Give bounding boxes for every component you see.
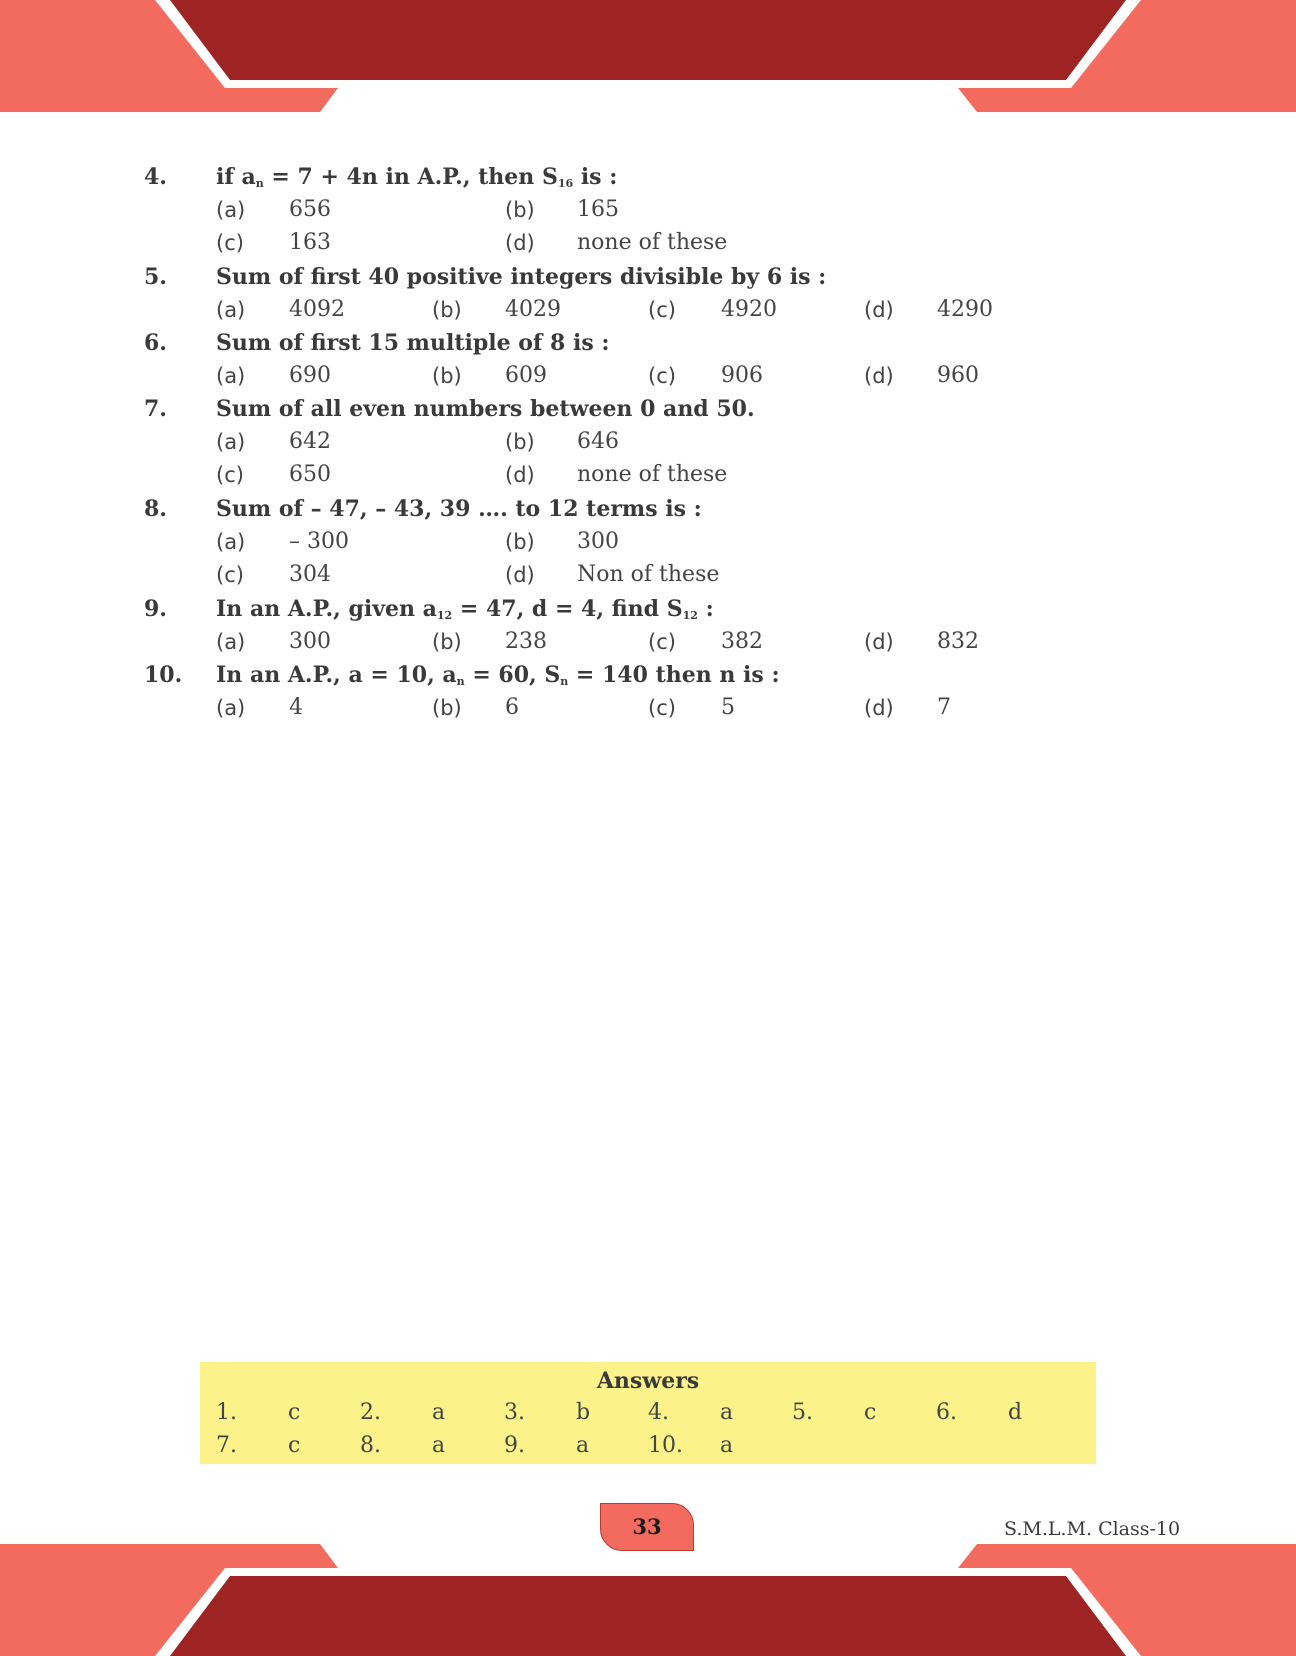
option-label: (d) [505, 231, 535, 255]
question-text [216, 660, 780, 697]
option-value: 960 [937, 363, 979, 388]
option-value: 650 [289, 462, 331, 487]
option-label: (c) [216, 563, 244, 587]
option-label: (b) [505, 430, 535, 454]
answer-choice: b [576, 1400, 591, 1425]
option-label: (c) [648, 298, 676, 322]
answer-choice: c [288, 1400, 301, 1425]
question-text-part: is : [573, 164, 618, 190]
page-number: 33 [600, 1503, 694, 1551]
question-text-part: : [697, 596, 714, 622]
answer-question-number: 4. [648, 1400, 669, 1425]
option-label: (c) [648, 696, 676, 720]
question-number: 9. [144, 596, 167, 622]
question-text-part: In an A.P., given a [216, 596, 437, 622]
option-label: (c) [216, 463, 244, 487]
subscript: n [560, 675, 569, 688]
option-label: (b) [432, 298, 462, 322]
option-label: (c) [648, 630, 676, 654]
option-value: 4092 [289, 297, 345, 322]
question-number: 10. [144, 662, 183, 688]
option-label: (a) [216, 530, 246, 554]
option-label: (d) [864, 696, 894, 720]
answer-question-number: 7. [216, 1433, 237, 1458]
option-value: 690 [289, 363, 331, 388]
option-value: 656 [289, 197, 331, 222]
option-value: 646 [577, 429, 619, 454]
answer-question-number: 1. [216, 1400, 237, 1425]
option-label: (b) [505, 198, 535, 222]
question-text [216, 594, 714, 631]
question-number: 8. [144, 496, 167, 522]
option-label: (a) [216, 198, 246, 222]
option-label: (a) [216, 430, 246, 454]
subscript: n [456, 675, 465, 688]
question-text: Sum of – 47, – 43, 39 …. to 12 terms is : [216, 496, 702, 522]
option-value: 642 [289, 429, 331, 454]
answer-choice: c [864, 1400, 877, 1425]
answer-question-number: 6. [936, 1400, 957, 1425]
question-text: Sum of first 15 multiple of 8 is : [216, 330, 610, 356]
option-value: 304 [289, 562, 331, 587]
option-label: (c) [648, 364, 676, 388]
option-value: 4920 [721, 297, 777, 322]
question-number: 5. [144, 264, 167, 290]
option-value: 4029 [505, 297, 561, 322]
option-value: none of these [577, 462, 728, 487]
footer-decoration [0, 1536, 1296, 1656]
option-label: (d) [505, 463, 535, 487]
option-value: 6 [505, 695, 519, 720]
answer-question-number: 8. [360, 1433, 381, 1458]
question-text-part: = 140 then n is : [568, 662, 780, 688]
answer-choice: a [720, 1433, 734, 1458]
answer-choice: c [288, 1433, 301, 1458]
option-value: 382 [721, 629, 763, 654]
option-label: (d) [505, 563, 535, 587]
option-label: (b) [432, 630, 462, 654]
answer-question-number: 5. [792, 1400, 813, 1425]
option-value: 906 [721, 363, 763, 388]
option-label: (c) [216, 231, 244, 255]
option-label: (b) [432, 364, 462, 388]
option-value: – 300 [289, 529, 349, 554]
option-value: 300 [289, 629, 331, 654]
question-number: 4. [144, 164, 167, 190]
answer-question-number: 10. [648, 1433, 683, 1458]
option-label: (b) [505, 530, 535, 554]
option-value: 4290 [937, 297, 993, 322]
question-number: 7. [144, 396, 167, 422]
option-value: 4 [289, 695, 303, 720]
answer-choice: a [432, 1433, 446, 1458]
option-label: (a) [216, 630, 246, 654]
answer-choice: a [576, 1433, 590, 1458]
question-text-part: In an A.P., a = 10, a [216, 662, 457, 688]
question-text-part: = 7 + 4n in A.P., then S [263, 164, 558, 190]
option-label: (d) [864, 364, 894, 388]
answer-choice: a [432, 1400, 446, 1425]
option-value: 609 [505, 363, 547, 388]
header-decoration [0, 0, 1296, 120]
book-title: S.M.L.M. Class-10 [1004, 1518, 1181, 1540]
option-label: (d) [864, 630, 894, 654]
option-value: 832 [937, 629, 979, 654]
question-text [216, 162, 617, 199]
option-label: (a) [216, 298, 246, 322]
option-value: 238 [505, 629, 547, 654]
answers-title: Answers [596, 1368, 700, 1394]
header-dark-red-band [170, 0, 1126, 80]
question-text-part: if a [216, 164, 256, 190]
question-text: Sum of first 40 positive integers divisible by 6 is : [216, 264, 827, 290]
option-value: Non of these [577, 562, 720, 587]
option-value: 165 [577, 197, 619, 222]
answer-question-number: 9. [504, 1433, 525, 1458]
option-value: 300 [577, 529, 619, 554]
question-text-part: = 47, d = 4, find S [452, 596, 683, 622]
footer-dark-red-band [170, 1576, 1126, 1656]
option-label: (b) [432, 696, 462, 720]
option-label: (d) [864, 298, 894, 322]
option-value: 5 [721, 695, 735, 720]
answer-question-number: 2. [360, 1400, 381, 1425]
answer-choice: a [720, 1400, 734, 1425]
question-text: Sum of all even numbers between 0 and 50. [216, 396, 755, 422]
subscript: 12 [682, 609, 698, 622]
answers-box [200, 1362, 1096, 1464]
subscript: n [255, 177, 264, 190]
question-text-part: = 60, S [464, 662, 561, 688]
question-number: 6. [144, 330, 167, 356]
subscript: 12 [436, 609, 453, 622]
answer-question-number: 3. [504, 1400, 525, 1425]
option-value: none of these [577, 230, 728, 255]
answer-choice: d [1008, 1400, 1023, 1425]
option-label: (a) [216, 696, 246, 720]
option-label: (a) [216, 364, 246, 388]
option-value: 163 [289, 230, 331, 255]
option-value: 7 [937, 695, 951, 720]
subscript: 16 [557, 177, 574, 190]
